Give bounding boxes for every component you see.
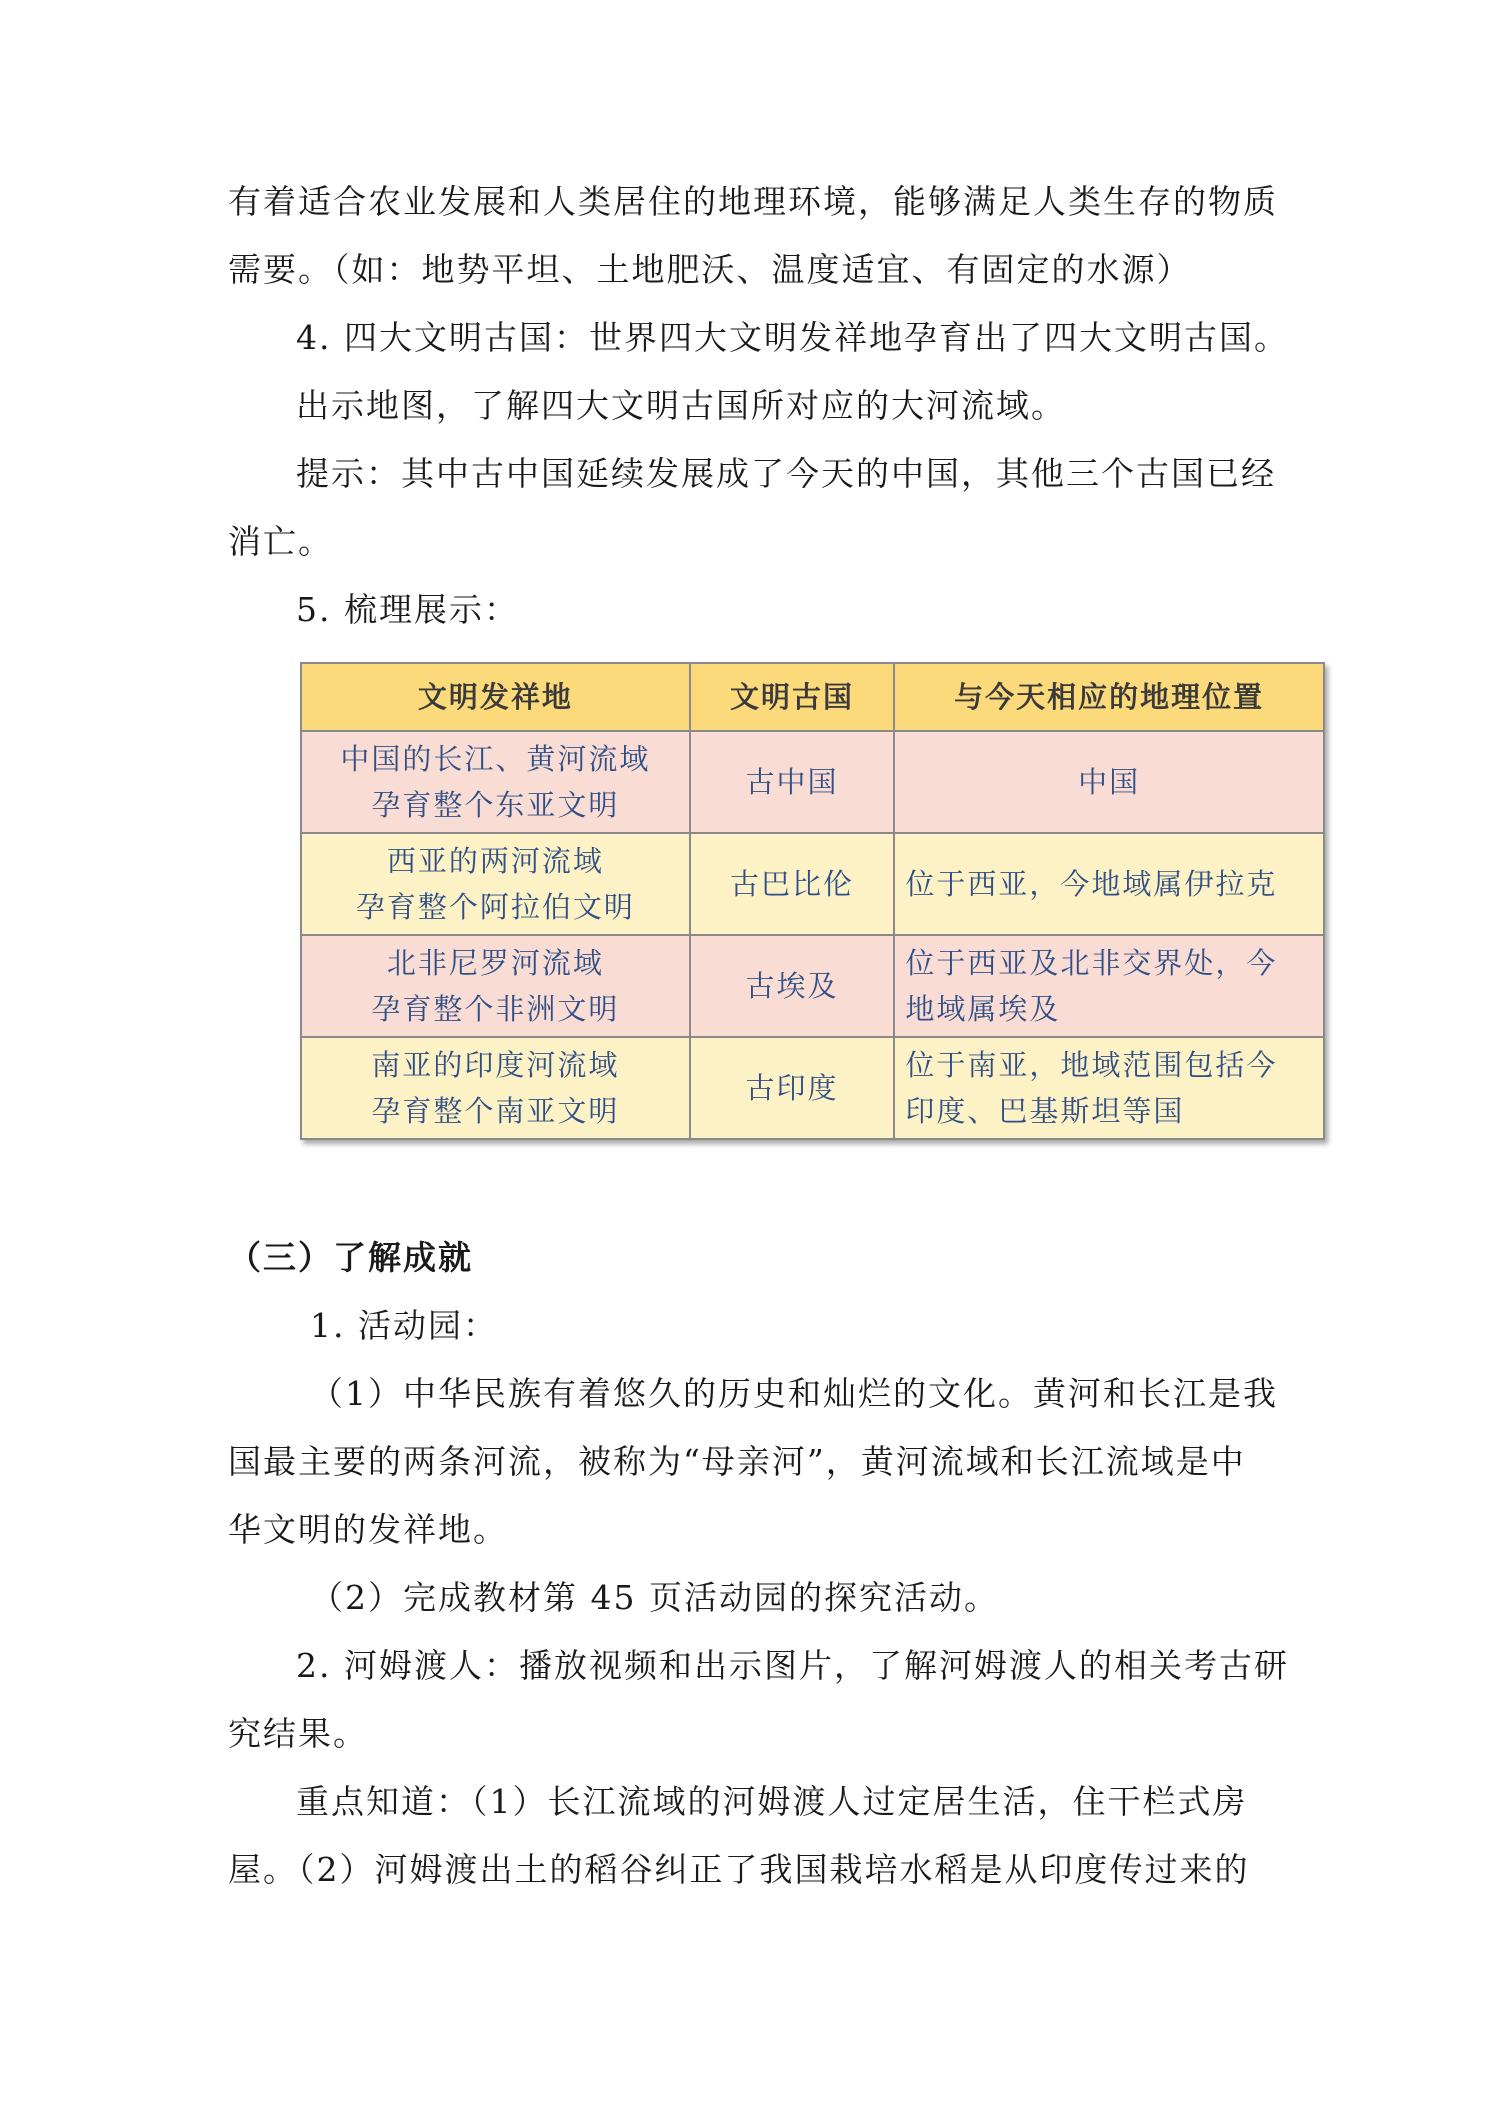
- origin-line: 北非尼罗河流域: [386, 946, 604, 980]
- country-cell: 古印度: [690, 1037, 895, 1139]
- table-row: [301, 833, 1324, 935]
- paragraph-line: 消亡。: [228, 522, 333, 561]
- location-line: 地域属埃及: [905, 992, 1061, 1026]
- origin-line: 西亚的两河流域: [386, 844, 604, 878]
- table-header: 文明古国: [690, 663, 895, 731]
- table-header: 与今天相应的地理位置: [894, 663, 1324, 731]
- paragraph-line: 重点知道：（1）长江流域的河姆渡人过定居生活，住干栏式房: [296, 1782, 1248, 1821]
- country-cell: 古巴比伦: [690, 833, 895, 935]
- paragraph-line: 5. 梳理展示：: [296, 590, 519, 629]
- country-cell: 古中国: [690, 731, 895, 833]
- origin-cell: [301, 833, 690, 935]
- paragraph-line: 屋。（2）河姆渡出土的稻谷纠正了我国栽培水稻是从印度传过来的: [228, 1850, 1250, 1889]
- origin-line: 中国的长江、黄河流域: [340, 742, 651, 776]
- origin-line: 孕育整个阿拉伯文明: [355, 890, 635, 924]
- table-row: [301, 731, 1324, 833]
- origin-line: 孕育整个南亚文明: [371, 1094, 620, 1128]
- country-cell: 古埃及: [690, 935, 895, 1037]
- paragraph-line: 华文明的发祥地。: [228, 1510, 508, 1549]
- origin-line: 孕育整个东亚文明: [371, 788, 620, 822]
- location-line: 位于西亚，今地域属伊拉克: [905, 867, 1278, 901]
- origin-line: 孕育整个非洲文明: [371, 992, 620, 1026]
- location-cell: [894, 731, 1324, 833]
- table-header: 文明发祥地: [301, 663, 690, 731]
- origin-cell: [301, 935, 690, 1037]
- location-line: 印度、巴基斯坦等国: [905, 1094, 1185, 1128]
- location-line: 位于西亚及北非交界处，今: [905, 946, 1278, 980]
- paragraph-line: 出示地图，了解四大文明古国所对应的大河流域。: [296, 386, 1066, 425]
- paragraph-line: 究结果。: [228, 1714, 368, 1753]
- paragraph-line: 2. 河姆渡人：播放视频和出示图片，了解河姆渡人的相关考古研: [296, 1646, 1289, 1685]
- paragraph-line: 有着适合农业发展和人类居住的地理环境，能够满足人类生存的物质: [228, 182, 1278, 221]
- section-heading: （三）了解成就: [228, 1238, 473, 1277]
- origin-cell: [301, 1037, 690, 1139]
- paragraph-line: 提示：其中古中国延续发展成了今天的中国，其他三个古国已经: [296, 454, 1276, 493]
- civilization-table: [300, 662, 1325, 1140]
- table-row: [301, 935, 1324, 1037]
- location-cell: [894, 935, 1324, 1037]
- origin-line: 南亚的印度河流域: [371, 1048, 620, 1082]
- table-row: [301, 1037, 1324, 1139]
- paragraph-line: （2）完成教材第 45 页活动园的探究活动。: [310, 1578, 999, 1617]
- paragraph-line: 4. 四大文明古国：世界四大文明发祥地孕育出了四大文明古国。: [296, 318, 1289, 357]
- location-line: 中国: [1078, 765, 1141, 799]
- origin-cell: [301, 731, 690, 833]
- location-cell: [894, 1037, 1324, 1139]
- location-line: 位于南亚，地域范围包括今: [905, 1048, 1278, 1082]
- paragraph-line: 需要。（如：地势平坦、土地肥沃、温度适宜、有固定的水源）: [228, 250, 1192, 289]
- paragraph-line: 国最主要的两条河流，被称为“母亲河”，黄河流域和长江流域是中: [228, 1442, 1246, 1481]
- location-cell: [894, 833, 1324, 935]
- paragraph-line: 1. 活动园：: [310, 1306, 498, 1345]
- paragraph-line: （1）中华民族有着悠久的历史和灿烂的文化。黄河和长江是我: [310, 1374, 1278, 1413]
